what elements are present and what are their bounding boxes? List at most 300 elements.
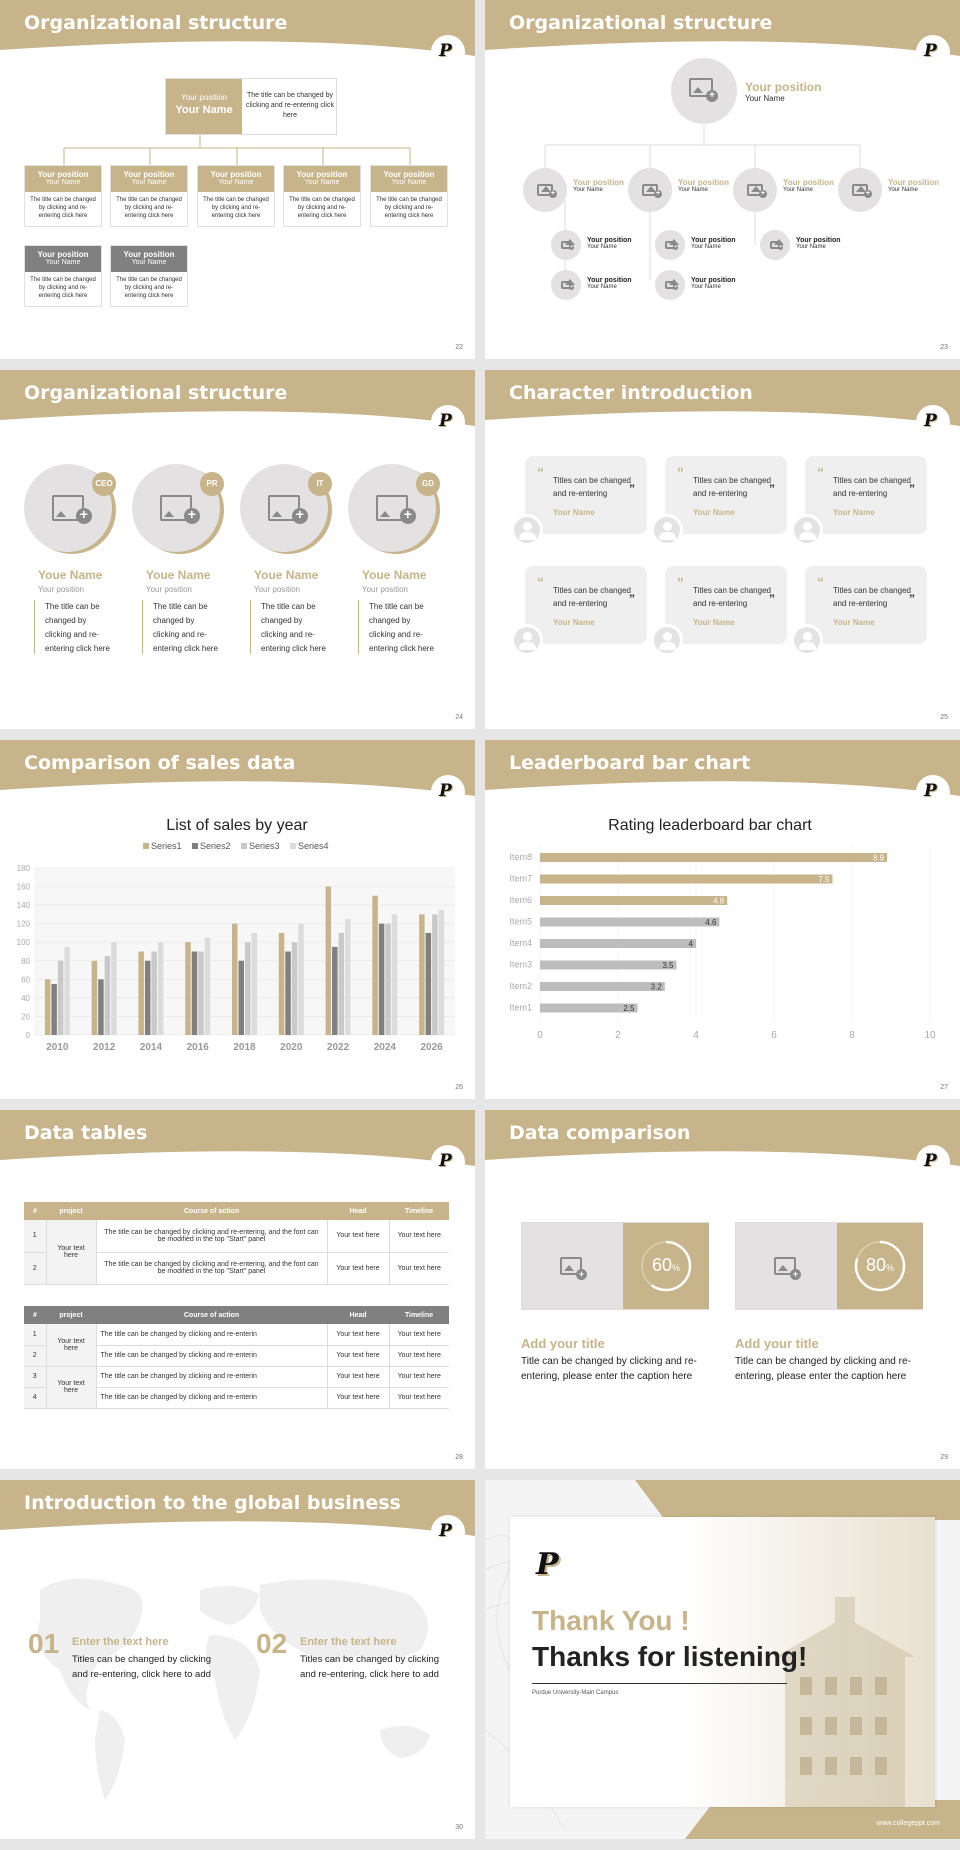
org-card-header xyxy=(371,166,447,192)
x-tick-label: 2026 xyxy=(420,1042,443,1053)
quote-text: Titles can be changed and re-entering xyxy=(553,586,631,608)
slide-title: Organizational structure xyxy=(509,12,773,34)
quote-card[interactable] xyxy=(525,566,647,644)
quote-open-icon: “ xyxy=(677,574,684,590)
bar xyxy=(385,924,391,1035)
bar xyxy=(540,875,833,884)
slide-25[interactable] xyxy=(485,370,960,729)
org-card-header xyxy=(111,246,187,272)
name: Your Name xyxy=(45,179,81,186)
bar xyxy=(92,961,98,1035)
user-head xyxy=(803,522,812,531)
quote-author: Your Name xyxy=(693,508,735,517)
quote-close-icon: ” xyxy=(909,592,915,606)
quote-close-icon: ” xyxy=(769,592,775,606)
item-desc: Title can be changed by clicking and re-entering, please enter the caption here xyxy=(735,1356,911,1382)
user-avatar-icon xyxy=(511,514,543,546)
page-number: 26 xyxy=(455,1084,463,1091)
timeline-cell: Your text here xyxy=(389,1387,449,1408)
y-tick-label: Item6 xyxy=(509,895,532,905)
mid-label xyxy=(783,178,834,193)
slide-29[interactable] xyxy=(485,1110,960,1469)
data-label: 8.9 xyxy=(872,853,885,863)
unit: % xyxy=(672,1263,681,1273)
bar xyxy=(372,896,378,1035)
bar xyxy=(540,939,696,948)
slide-title: Organizational structure xyxy=(24,382,288,404)
org-card-desc: The title can be changed by clicking and re-entering click here xyxy=(30,197,96,219)
slide-30[interactable] xyxy=(0,1480,475,1839)
percent-value xyxy=(837,1255,923,1276)
project-cell: Your text here xyxy=(46,1366,96,1408)
plus-icon: + xyxy=(790,1269,801,1280)
slide-title: Data tables xyxy=(24,1122,148,1144)
data-label: 3.2 xyxy=(650,982,662,992)
bar xyxy=(64,947,70,1035)
project-cell: Your text here xyxy=(46,1324,96,1366)
legend-swatch xyxy=(241,843,247,849)
position: Your position xyxy=(888,178,939,187)
quote-open-icon: “ xyxy=(677,464,684,480)
item-number: 02 xyxy=(256,1628,288,1659)
slide-27[interactable] xyxy=(485,740,960,1099)
top-avatar: + xyxy=(671,58,737,124)
role-badge: PR xyxy=(200,472,224,496)
position: Your position xyxy=(123,250,175,259)
legend-label: Series1 xyxy=(151,841,182,851)
org-card-desc: The title can be changed by clicking and re-entering click here xyxy=(289,197,355,219)
x-tick-label: 2018 xyxy=(233,1042,256,1053)
org-card-desc: The title can be changed by clicking and re-entering click here xyxy=(116,277,182,299)
quote-open-icon: “ xyxy=(537,464,544,480)
page-number: 30 xyxy=(455,1824,463,1831)
quote-text: Titles can be changed and re-entering xyxy=(553,476,631,498)
sub-avatar xyxy=(551,270,581,300)
name: Your Name xyxy=(131,179,167,186)
user-head xyxy=(663,632,672,641)
bar xyxy=(151,952,157,1036)
legend-swatch xyxy=(290,843,296,849)
th: Head xyxy=(349,1207,367,1215)
purdue-logo: P xyxy=(916,775,950,809)
item-title: Add your title xyxy=(735,1336,819,1351)
legend-swatch xyxy=(192,843,198,849)
page-number: 27 xyxy=(940,1084,948,1091)
value: 60 xyxy=(651,1255,672,1275)
thanks-listening-text: Thanks for listening! xyxy=(532,1641,808,1672)
bar xyxy=(339,933,345,1035)
bar xyxy=(392,914,398,1035)
row-number: 1 xyxy=(24,1324,46,1345)
quote-card[interactable] xyxy=(665,566,787,644)
top-desc: The title can be changed by clicking and re-entering click here xyxy=(246,92,334,119)
purdue-logo: P xyxy=(916,405,950,439)
purdue-logo: P xyxy=(431,1145,465,1179)
plus-icon: + xyxy=(569,285,573,290)
data-label: 3.5 xyxy=(662,961,674,970)
bar xyxy=(292,942,298,1035)
name: Your Name xyxy=(573,187,603,193)
user-avatar-icon xyxy=(651,514,683,546)
org-card[interactable] xyxy=(24,245,102,307)
purdue-logo: P xyxy=(431,775,465,809)
x-tick-label: 2020 xyxy=(280,1042,303,1053)
position: Your position xyxy=(573,178,624,187)
y-tick-label: Item7 xyxy=(509,873,532,884)
timeline-cell: Your text here xyxy=(389,1252,449,1284)
bar xyxy=(98,979,104,1035)
row-number: 2 xyxy=(24,1345,46,1366)
purdue-logo: P xyxy=(916,1145,950,1179)
item-title: Add your title xyxy=(521,1336,605,1351)
action-cell: The title can be changed by clicking and re-enterin xyxy=(96,1345,327,1366)
y-tick-label: Item5 xyxy=(509,916,532,927)
building-photo xyxy=(745,1577,935,1807)
page-number: 25 xyxy=(940,714,948,721)
position: Your position xyxy=(296,170,348,179)
position: Your position xyxy=(123,170,175,179)
mid-avatar xyxy=(523,168,567,212)
name: Your Name xyxy=(796,244,826,250)
th: project xyxy=(59,1207,83,1215)
user-body xyxy=(519,532,536,540)
position: Your position xyxy=(383,170,435,179)
bar xyxy=(138,952,144,1036)
user-body xyxy=(659,642,676,650)
org-card-desc: The title can be changed by clicking and re-entering click here xyxy=(376,197,442,219)
bar xyxy=(51,984,57,1035)
org-card-desc: The title can be changed by clicking and re-entering click here xyxy=(203,197,269,219)
plus-icon: + xyxy=(569,245,573,250)
quote-close-icon: ” xyxy=(769,482,775,496)
sub-label xyxy=(691,277,736,290)
person-desc: The title can be changed by clicking and re-entering click here xyxy=(358,600,436,654)
slide-23[interactable] xyxy=(485,0,960,359)
legend-swatch xyxy=(143,843,149,849)
user-avatar-icon xyxy=(791,514,823,546)
chart-title: List of sales by year xyxy=(166,817,308,834)
item-desc: Title can be changed by clicking and re-entering, please enter the caption here xyxy=(521,1356,697,1382)
bar xyxy=(245,942,251,1035)
bar xyxy=(252,933,258,1035)
person-desc: The title can be changed by clicking and re-entering click here xyxy=(34,600,112,654)
top-position: Your position xyxy=(181,93,227,102)
bar xyxy=(540,961,677,970)
plus-icon: + xyxy=(400,508,416,524)
action-cell: The title can be changed by clicking and re-enterin xyxy=(96,1324,327,1345)
bar xyxy=(145,961,151,1035)
person-name: Youe Name xyxy=(38,568,103,582)
y-tick-label: 60 xyxy=(21,975,30,985)
person-position: Your position xyxy=(362,585,408,594)
position: Your position xyxy=(691,277,736,284)
head-cell: Your text here xyxy=(327,1387,389,1408)
org-card-desc: The title can be changed by clicking and re-entering click here xyxy=(116,197,182,219)
timeline-cell: Your text here xyxy=(389,1366,449,1387)
project-cell: Your text here xyxy=(46,1220,96,1284)
head-cell: Your text here xyxy=(327,1366,389,1387)
timeline-cell: Your text here xyxy=(389,1220,449,1252)
bar xyxy=(540,982,665,991)
x-tick-label: 0 xyxy=(537,1030,543,1041)
quote-card[interactable] xyxy=(805,566,927,644)
image-placeholder xyxy=(522,1223,623,1309)
percent-value xyxy=(623,1255,709,1276)
bar xyxy=(58,961,64,1035)
role-badge: GD xyxy=(416,472,440,496)
position: Your position xyxy=(587,237,632,244)
comparison-card xyxy=(521,1222,709,1310)
user-body xyxy=(659,532,676,540)
th: Timeline xyxy=(404,1311,434,1319)
head-cell: Your text here xyxy=(327,1324,389,1345)
table-row xyxy=(24,1324,449,1345)
slide-title: Character introduction xyxy=(509,382,753,404)
name: Your Name xyxy=(587,284,617,290)
legend-label: Series2 xyxy=(200,841,231,851)
name: Your Name xyxy=(783,187,813,193)
y-tick-label: Item2 xyxy=(509,981,532,991)
org-card-header xyxy=(198,166,274,192)
y-tick-label: Item1 xyxy=(509,1002,532,1013)
page-number: 28 xyxy=(455,1454,463,1461)
sub-avatar xyxy=(655,230,685,260)
data-label: 2.5 xyxy=(623,1004,635,1013)
name: Your Name xyxy=(888,187,918,193)
org-card[interactable] xyxy=(24,165,102,227)
slide-22[interactable] xyxy=(0,0,475,359)
head-cell: Your text here xyxy=(327,1345,389,1366)
position: Your position xyxy=(37,250,89,259)
page-number: 22 xyxy=(455,344,463,351)
position: Your position xyxy=(678,178,729,187)
mid-label xyxy=(573,178,624,193)
position: Your position xyxy=(783,178,834,187)
row-number: 4 xyxy=(24,1387,46,1408)
x-tick-label: 4 xyxy=(693,1030,699,1041)
quote-author: Your Name xyxy=(693,618,735,627)
org-card[interactable] xyxy=(283,165,361,227)
quote-text: Titles can be changed and re-entering xyxy=(693,586,771,608)
quote-card[interactable] xyxy=(525,456,647,534)
org-card-header xyxy=(25,246,101,272)
unit: % xyxy=(886,1263,895,1273)
th: Head xyxy=(349,1311,367,1319)
th: Course of action xyxy=(183,1207,240,1215)
user-head xyxy=(523,522,532,531)
org-card[interactable] xyxy=(370,165,448,227)
action-cell: The title can be changed by clicking and re-enterin xyxy=(96,1387,327,1408)
slide-title: Introduction to the global business xyxy=(24,1492,401,1514)
y-tick-label: 140 xyxy=(16,901,30,911)
bar xyxy=(232,924,238,1035)
quote-text: Titles can be changed and re-entering xyxy=(833,586,911,608)
data-label: 4.8 xyxy=(713,896,725,906)
bar xyxy=(185,942,191,1035)
user-avatar-icon xyxy=(651,624,683,656)
plus-icon: + xyxy=(292,508,308,524)
top-card[interactable] xyxy=(165,78,337,135)
user-head xyxy=(803,632,812,641)
bar xyxy=(345,919,351,1035)
bar xyxy=(332,947,338,1035)
leaderboard-bar-chart xyxy=(485,810,960,1070)
item-heading: Enter the text here xyxy=(72,1636,169,1648)
top-position: Your position xyxy=(745,80,822,94)
plus-icon: + xyxy=(673,245,677,250)
org-card[interactable] xyxy=(110,245,188,307)
bar xyxy=(326,887,332,1035)
bar xyxy=(279,933,285,1035)
bar xyxy=(198,952,204,1036)
name: Your Name xyxy=(691,244,721,250)
sub-label xyxy=(691,237,736,250)
purdue-logo: P xyxy=(431,405,465,439)
role-badge: IT xyxy=(308,472,332,496)
slide-31[interactable] xyxy=(485,1480,960,1839)
name: Your Name xyxy=(678,187,708,193)
slide-title: Organizational structure xyxy=(24,12,288,34)
action-cell: The title can be changed by clicking and re-enterin xyxy=(96,1366,327,1387)
slide-26[interactable] xyxy=(0,740,475,1099)
x-tick-label: 8 xyxy=(849,1030,855,1041)
bar xyxy=(45,979,51,1035)
campus-name: Purdue University-Main Campus xyxy=(532,1690,619,1696)
sub-avatar xyxy=(551,230,581,260)
slide-24[interactable] xyxy=(0,370,475,729)
bar xyxy=(239,961,245,1035)
person-desc: The title can be changed by clicking and re-entering click here xyxy=(142,600,220,654)
quote-open-icon: “ xyxy=(817,464,824,480)
slide-title: Leaderboard bar chart xyxy=(509,752,751,774)
user-head xyxy=(523,632,532,641)
user-avatar-icon xyxy=(511,624,543,656)
org-card-header xyxy=(25,166,101,192)
progress-panel xyxy=(837,1223,923,1309)
bar xyxy=(111,942,117,1035)
bar xyxy=(205,938,211,1035)
bar xyxy=(379,924,385,1035)
timeline-cell: Your text here xyxy=(389,1345,449,1366)
bar xyxy=(158,942,164,1035)
y-tick-label: 120 xyxy=(16,919,30,929)
plus-icon: + xyxy=(673,285,677,290)
slide-title: Data comparison xyxy=(509,1122,691,1144)
quote-open-icon: “ xyxy=(537,574,544,590)
th: # xyxy=(33,1311,37,1319)
purdue-logo: P xyxy=(431,1515,465,1549)
x-tick-label: 2016 xyxy=(186,1042,209,1053)
image-placeholder xyxy=(736,1223,837,1309)
x-tick-label: 2010 xyxy=(46,1042,69,1053)
bar xyxy=(192,952,198,1036)
bar xyxy=(540,896,727,905)
user-avatar-icon xyxy=(791,624,823,656)
sub-label xyxy=(587,277,632,290)
mid-avatar xyxy=(838,168,882,212)
name: Your Name xyxy=(304,179,340,186)
purdue-logo: P xyxy=(431,35,465,69)
bar xyxy=(426,933,432,1035)
action-cell: The title can be changed by clicking and re-entering, and the font can be modified in the top "Start" panel xyxy=(96,1220,327,1252)
y-tick-label: 100 xyxy=(16,938,30,948)
thank-you-card xyxy=(510,1517,935,1807)
user-body xyxy=(799,532,816,540)
progress-panel xyxy=(623,1223,709,1309)
quote-author: Your Name xyxy=(833,618,875,627)
name: Your Name xyxy=(218,179,254,186)
bar xyxy=(540,853,887,862)
user-body xyxy=(799,642,816,650)
y-tick-label: 160 xyxy=(16,882,30,892)
person-name: Youe Name xyxy=(362,568,427,582)
quote-author: Your Name xyxy=(553,618,595,627)
quote-card[interactable] xyxy=(805,456,927,534)
mid-label xyxy=(888,178,939,193)
page-number: 24 xyxy=(455,714,463,721)
quote-card[interactable] xyxy=(665,456,787,534)
quote-author: Your Name xyxy=(553,508,595,517)
quote-close-icon: ” xyxy=(629,482,635,496)
bar xyxy=(285,952,291,1036)
divider xyxy=(532,1683,787,1684)
position: Your position xyxy=(37,170,89,179)
y-tick-label: Item3 xyxy=(509,959,532,970)
thank-you-text: Thank You ! xyxy=(532,1605,690,1636)
value: 80 xyxy=(865,1255,886,1275)
slide-28[interactable] xyxy=(0,1110,475,1469)
plus-icon: + xyxy=(76,508,92,524)
person-name: Youe Name xyxy=(146,568,211,582)
head-cell: Your text here xyxy=(327,1252,389,1284)
sub-label xyxy=(796,237,841,250)
org-card-header xyxy=(111,166,187,192)
comparison-card xyxy=(735,1222,923,1310)
x-tick-label: 2012 xyxy=(93,1042,116,1053)
slide-title: Comparison of sales data xyxy=(24,752,296,774)
purdue-logo-large: P xyxy=(536,1547,559,1582)
y-tick-label: Item4 xyxy=(509,938,532,948)
row-number: 3 xyxy=(24,1366,46,1387)
position: Your position xyxy=(796,237,841,244)
position: Your position xyxy=(691,237,736,244)
mid-label xyxy=(678,178,729,193)
purdue-logo: P xyxy=(916,35,950,69)
x-tick-label: 2024 xyxy=(373,1042,396,1053)
user-head xyxy=(663,522,672,531)
bar xyxy=(432,914,438,1035)
row-number: 1 xyxy=(24,1220,46,1252)
org-card[interactable] xyxy=(110,165,188,227)
x-tick-label: 2 xyxy=(615,1030,621,1041)
bar xyxy=(105,956,111,1035)
position: Your position xyxy=(587,277,632,284)
th: project xyxy=(59,1311,83,1319)
top-name: Your Name xyxy=(745,94,785,103)
item-heading: Enter the text here xyxy=(300,1636,397,1648)
y-tick-label: 20 xyxy=(21,1012,30,1022)
position: Your position xyxy=(210,170,262,179)
x-tick-label: 10 xyxy=(924,1030,936,1041)
website-url: www.collegeppt.com xyxy=(876,1820,940,1827)
org-card[interactable] xyxy=(197,165,275,227)
y-tick-label: 40 xyxy=(21,993,30,1003)
top-name: Your Name xyxy=(175,104,233,116)
x-tick-label: 2022 xyxy=(326,1042,350,1053)
th: # xyxy=(33,1207,37,1215)
sub-avatar xyxy=(760,230,790,260)
name: Your Name xyxy=(131,259,167,266)
